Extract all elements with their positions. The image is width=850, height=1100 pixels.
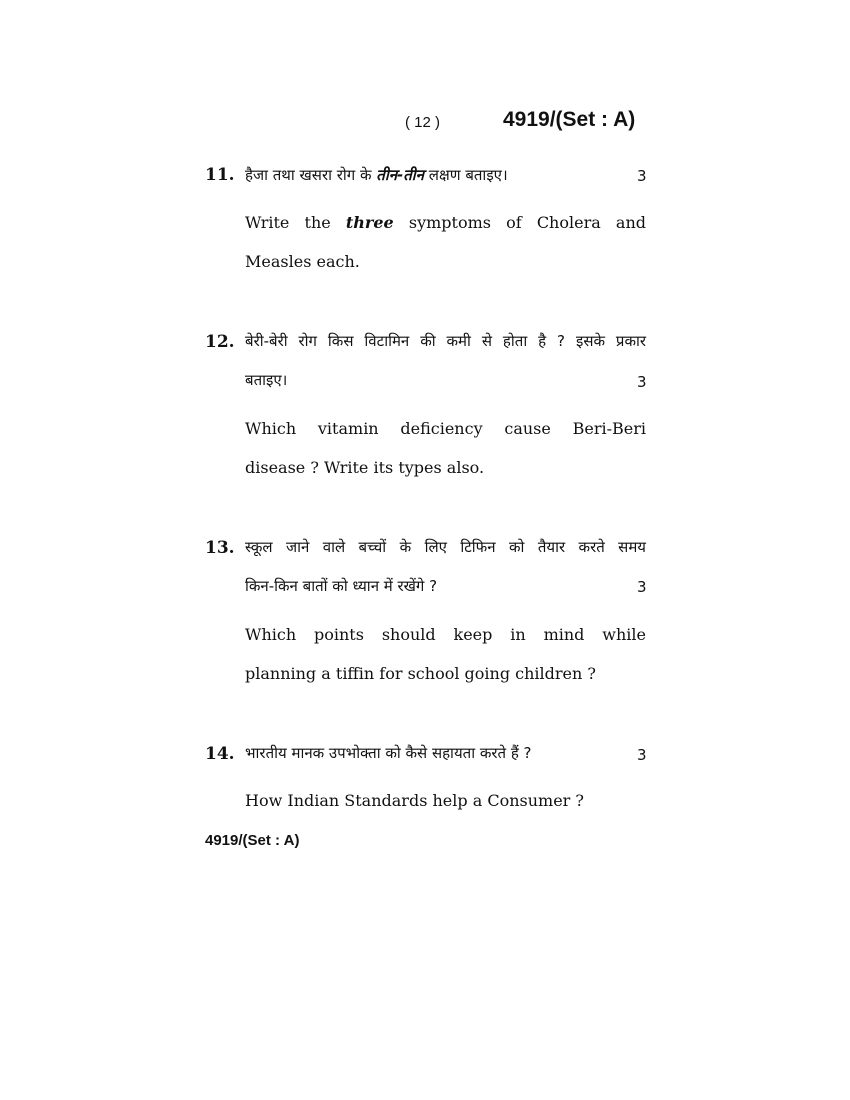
question-number-14: 14. (205, 744, 235, 764)
question-12-marks: 3 (637, 373, 647, 391)
question-11-english-text-end: symptoms of Cholera and (393, 213, 646, 232)
question-13-english-line-1: Which points should keep in mind while (245, 625, 646, 644)
paper-code-header: 4919/(Set : A) (503, 108, 636, 131)
question-11-english-emphasis: three (345, 213, 394, 232)
question-12-hindi-line-2: बताइए। (245, 371, 288, 389)
question-14-marks: 3 (637, 746, 647, 764)
page-number: ( 12 ) (405, 114, 441, 131)
question-11-english-text: Write the (245, 213, 346, 232)
question-11-english-line-2: Measles each. (245, 252, 360, 271)
question-13-marks: 3 (637, 578, 647, 596)
question-13-hindi-line-2: किन-किन बातों को ध्यान में रखेंगे ? (245, 577, 438, 595)
question-12-hindi-line-1: बेरी-बेरी रोग किस विटामिन की कमी से होता है ? इसके प्रकार (245, 332, 646, 350)
question-11-hindi (245, 156, 508, 195)
question-number-13: 13. (205, 538, 235, 558)
question-12-english-line-1: Which vitamin deficiency cause Beri-Beri (245, 419, 646, 438)
question-number-12: 12. (205, 332, 235, 352)
question-11-hindi-emphasis: तीन-तीन (376, 166, 425, 184)
question-14-english: How Indian Standards help a Consumer ? (245, 791, 584, 810)
question-14-hindi: भारतीय मानक उपभोक्ता को कैसे सहायता करते हैं ? (245, 744, 532, 762)
question-13-english-line-2: planning a tiffin for school going children ? (245, 664, 596, 683)
question-11-hindi-text-end: लक्षण बताइए। (424, 166, 508, 184)
paper-code-footer: 4919/(Set : A) (205, 832, 300, 849)
question-11-marks: 3 (637, 167, 647, 185)
question-11-english-line-1 (245, 203, 646, 242)
question-11-hindi-text: हैजा तथा खसरा रोग के (245, 166, 377, 184)
question-number-11: 11. (205, 165, 235, 185)
question-12-english-line-2: disease ? Write its types also. (245, 458, 485, 477)
question-13-hindi-line-1: स्कूल जाने वाले बच्चों के लिए टिफिन को तैयार करते समय (245, 538, 646, 556)
